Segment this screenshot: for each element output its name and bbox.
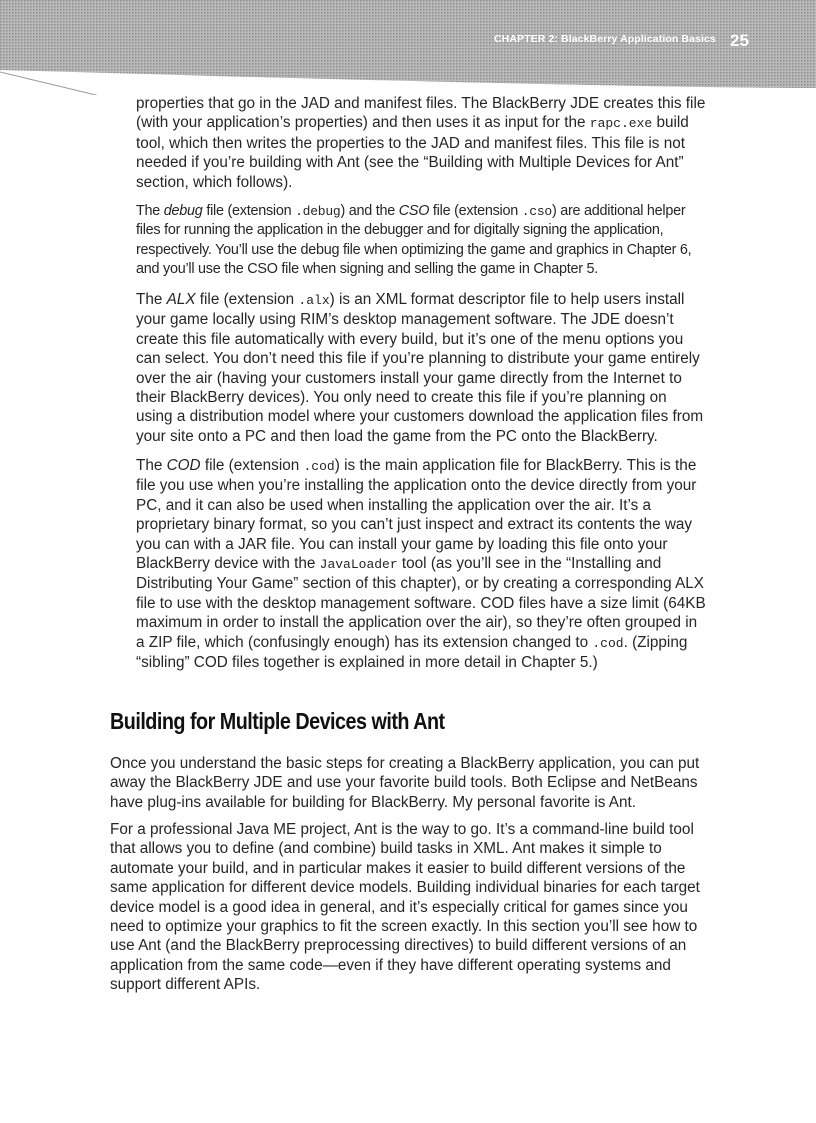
code-cod-2: .cod <box>592 635 624 651</box>
code-alx: .alx <box>298 293 330 308</box>
code-rapc: rapc.exe <box>589 116 653 132</box>
code-javaloader: JavaLoader <box>319 557 398 573</box>
section-heading: Building for Multiple Devices with Ant <box>110 708 445 734</box>
page-number: 25 <box>730 31 749 50</box>
paragraph-settings-file: properties that go in the JAD and manifest files. The BlackBerry JDE creates this file (with your application’s properties) and then uses it as input for the rapc.exe build tool, which then writes the properties to the JAD and manifest files. This file is not needed if you’re building with Ant (see the “Building with Multiple Devices for Ant” section, which follows). <box>136 95 706 191</box>
header-band <box>0 0 816 95</box>
running-title: CHAPTER 2: BlackBerry Application Basics <box>494 33 716 45</box>
code-debug: .debug <box>295 204 341 219</box>
code-cod: .cod <box>303 459 335 474</box>
paragraph-alx: The ALX file (extension .alx) is an XML format descriptor file to help users install your game locally using RIM’s desktop management software. The JDE doesn’t create this file automatically with every build, but it’s one of the menu options you can select. You don’t need this file if you’re planning to distribute your game entirely over the air (having your customers install your game directly from the Internet to their BlackBerry devices). You only need to create this file if you’re planning on using a distribution model where your customers download the application files from your site onto a PC and then load the game from the PC onto the BlackBerry. <box>136 291 704 445</box>
paragraph-cod: The COD file (extension .cod) is the main application file for BlackBerry. This is the file you use when you’re installing the application onto the device directly from your PC, and it can also be used when installing the application over the air. It’s a proprietary binary format, so you can’t just inspect and extract its contents the way you can with a JAR file. You can install your game by loading this file onto your BlackBerry device with the JavaLoader tool (as you’ll see in the “Installing and Distributing Your Game” section of this chapter), or by creating a corresponding ALX file to use with the desktop management software. COD files have a size limit (64KB maximum in order to install the application over the air), so they’re often grouped in a ZIP file, which (confusingly enough) has its extension changed to .cod. (Zipping “sibling” COD files together is explained in more detail in Chapter 5.) <box>136 457 706 672</box>
code-cso: .cso <box>521 204 552 219</box>
paragraph-ant-details: For a professional Java ME project, Ant is the way to go. It’s a command-line build tool that allows you to define (and combine) build tasks in XML. Ant makes it simple to automate your build, and in particular makes it easier to build different versions of the same application for different device models. Building individual binaries for each target device model is a good idea in general, and it’s especially critical for games since you need to optimize your graphics to fit the screen exactly. In this section you’ll see how to use Ant (and the BlackBerry preprocessing directives) to build different versions of an application from the same code—even if they have different operating systems and support different APIs. <box>110 821 700 994</box>
paragraph-intro-ant: Once you understand the basic steps for creating a BlackBerry application, you can put away the BlackBerry JDE and use your favorite build tools. Both Eclipse and NetBeans have plug-ins available for building for BlackBerry. My personal favorite is Ant. <box>110 755 700 811</box>
paragraph-debug-cso: The debug file (extension .debug) and the CSO file (extension .cso) are additional helper files for running the application in the debugger and for digitally signing the application, respectively. You’ll use the debug file when optimizing the game and graphics in Chapter 6, and you’ll use the CSO file when signing and selling the game in Chapter 5. <box>136 203 692 278</box>
